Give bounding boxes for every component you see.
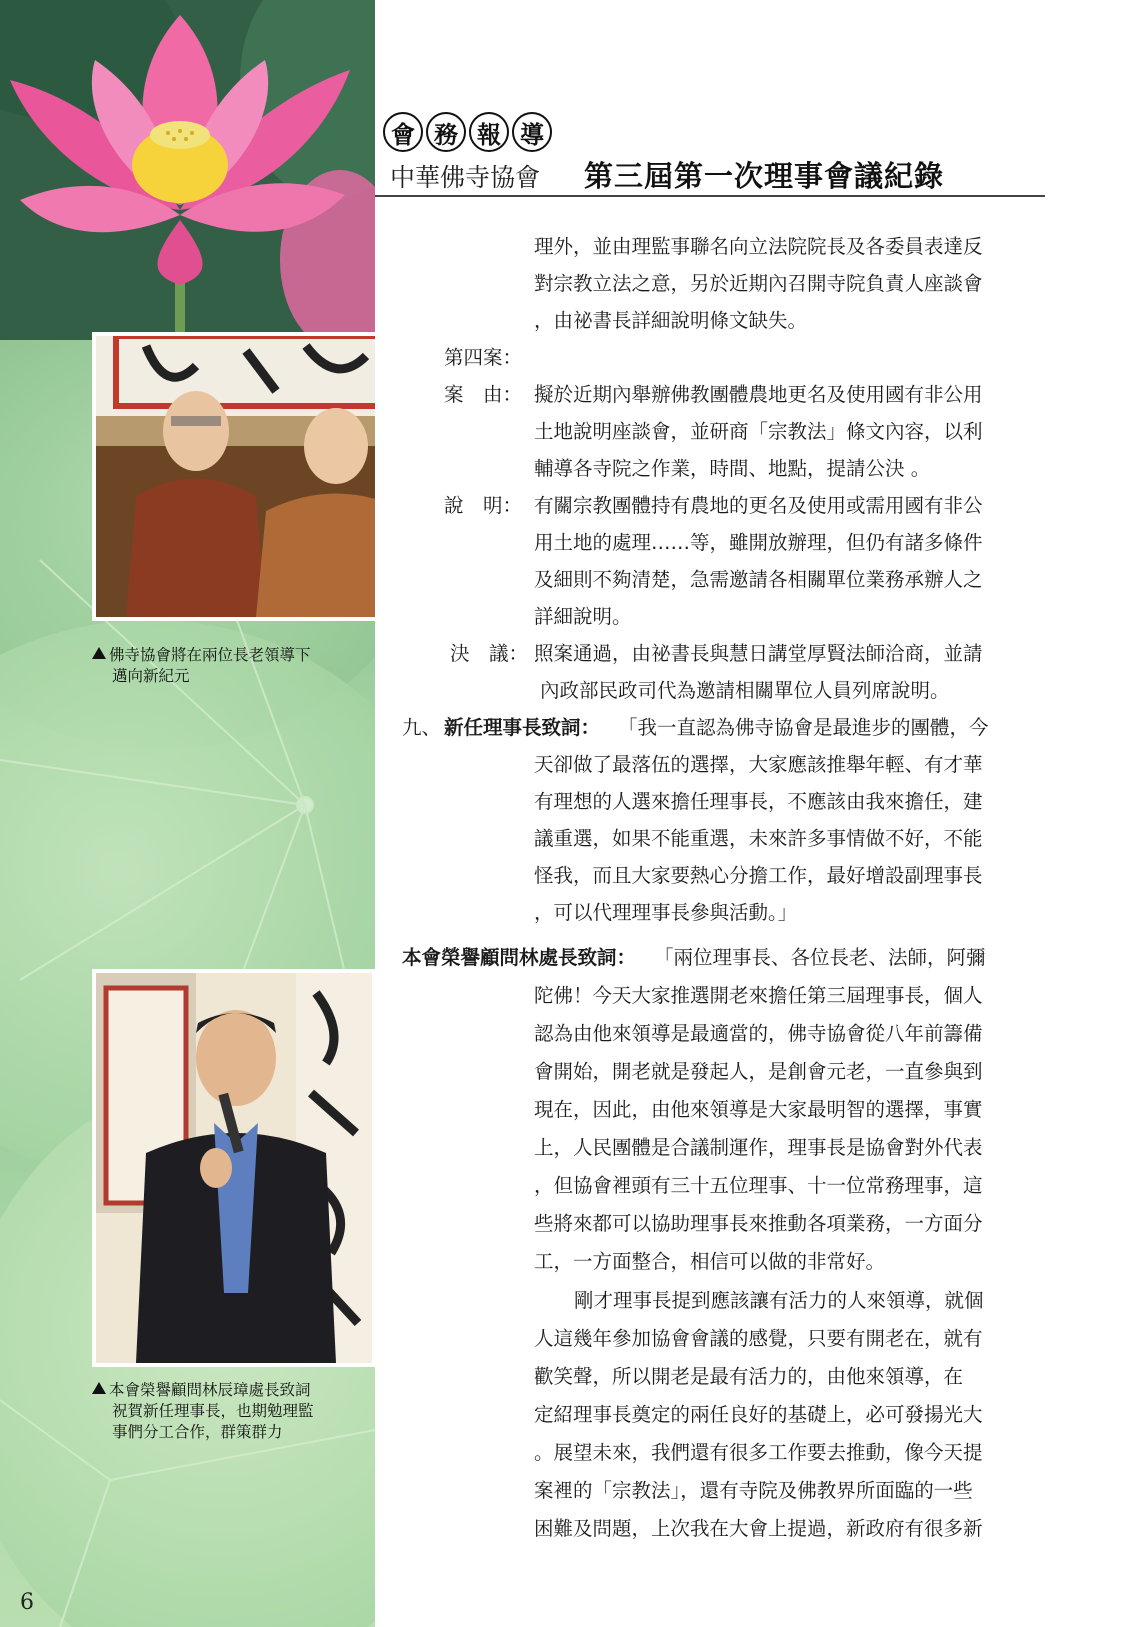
case-heading: 第四案： <box>444 346 523 369</box>
text-line: 「我一直認為佛寺協會是最進步的團體，今 <box>618 716 989 739</box>
text-line: 擬於近期內舉辦佛教團體農地更名及使用國有非公用 <box>534 383 983 406</box>
text-line: 有關宗教團體持有農地的更名及使用或需用國有非公 <box>534 494 983 517</box>
header-divider <box>375 195 1045 197</box>
text-line: ，但協會裡頭有三十五位理事、十一位常務理事，這 <box>534 1174 983 1197</box>
explain-label: 說 明： <box>444 494 523 517</box>
text-line: 定紹理事長奠定的兩任良好的基礎上，必可發揚光大 <box>534 1403 983 1426</box>
caption-line: 事們分工合作，群策群力 <box>112 1423 283 1441</box>
text-line: 剛才理事長提到應該讓有活力的人來領導，就個 <box>574 1289 984 1312</box>
text-line: 歡笑聲，所以開老是最有活力的，由他來領導，在 <box>534 1365 964 1388</box>
text-line: 有理想的人選來擔任理事長，不應該由我來擔任，建 <box>534 790 983 813</box>
section-label: 新任理事長致詞： <box>444 716 601 739</box>
text-line: 土地說明座談會，並研商「宗教法」條文內容，以利 <box>534 420 983 443</box>
text-line: 現在，因此，由他來領導是大家最明智的選擇，事實 <box>534 1098 983 1121</box>
text-line: ，由祕書長詳細說明條文缺失。 <box>534 309 808 332</box>
text-line: 陀佛！今天大家推選開老來擔任第三屆理事長，個人 <box>534 984 983 1007</box>
page-title: 第三屆第一次理事會議紀錄 <box>584 159 945 193</box>
text-line: 案裡的「宗教法」，還有寺院及佛教界所面臨的一些 <box>534 1479 973 1502</box>
text-line: 對宗教立法之意，另於近期內召開寺院負責人座談會 <box>534 272 983 295</box>
advisor-label: 本會榮譽顧問林處長致詞： <box>402 946 637 969</box>
text-line: 工，一方面整合，相信可以做的非常好。 <box>534 1250 886 1273</box>
text-line: 人這幾年參加協會會議的感覺，只要有開老在，就有 <box>534 1327 983 1350</box>
section-badge: 報 <box>469 112 509 152</box>
text-line: 詳細說明。 <box>534 605 632 628</box>
text-line: 怪我，而且大家要熱心分擔工作，最好增設副理事長 <box>534 864 983 887</box>
text-line: 上，人民團體是合議制運作，理事長是協會對外代表 <box>534 1136 983 1159</box>
text-line: 議重選，如果不能重選，未來許多事情做不好，不能 <box>534 827 983 850</box>
lotus-flower-illustration <box>0 0 375 340</box>
lotus-background-panel <box>0 0 375 1627</box>
text-line: 「兩位理事長、各位長老、法師，阿彌 <box>654 946 986 969</box>
triangle-icon <box>92 1382 106 1394</box>
photo1-caption <box>92 645 362 687</box>
photo-advisor-speech <box>92 969 375 1367</box>
text-line: ，可以代理理事長參與活動。」 <box>534 901 798 924</box>
triangle-icon <box>92 647 106 659</box>
text-line: 些將來都可以協助理事長來推動各項業務，一方面分 <box>534 1212 983 1235</box>
section-badges <box>383 112 552 152</box>
text-line: 照案通過，由祕書長與慧日講堂厚賢法師洽商，並請 <box>534 642 983 665</box>
section-badge: 會 <box>383 112 423 152</box>
section-badge: 導 <box>512 112 552 152</box>
text-line: 輔導各寺院之作業，時間、地點，提請公決 。 <box>534 457 931 480</box>
text-line: 。展望未來，我們還有很多工作要去推動，像今天提 <box>534 1441 983 1464</box>
photo2-caption <box>92 1380 362 1443</box>
text-line: 會開始，開老就是發起人，是創會元老，一直參與到 <box>534 1060 983 1083</box>
text-line: 理外，並由理監事聯名向立法院院長及各委員表達反 <box>534 235 983 258</box>
text-line: 天卻做了最落伍的選擇，大家應該推舉年輕、有才華 <box>534 753 983 776</box>
section-badge: 務 <box>426 112 466 152</box>
section-number: 九、 <box>402 716 442 739</box>
text-line: 用土地的處理……等，雖開放辦理，但仍有諸多條件 <box>534 531 983 554</box>
resolution-label: 決 議： <box>450 642 529 665</box>
text-line: 困難及問題，上次我在大會上提過，新政府有很多新 <box>534 1517 983 1540</box>
caption-line: 邁向新紀元 <box>112 667 190 685</box>
caption-line: 祝賀新任理事長，也期勉理監 <box>112 1402 314 1420</box>
reason-label: 案 由： <box>444 383 523 406</box>
caption-line: 佛寺協會將在兩位長老領導下 <box>109 646 311 664</box>
text-line: 及細則不夠清楚，急需邀請各相關單位業務承辦人之 <box>534 568 983 591</box>
text-line: 內政部民政司代為邀請相關單位人員列席說明。 <box>540 679 950 702</box>
header-organization: 中華佛寺協會 <box>390 163 541 192</box>
photo-two-elders <box>92 332 375 621</box>
text-line: 認為由他來領導是最適當的，佛寺協會從八年前籌備 <box>534 1022 983 1045</box>
page-number: 6 <box>20 1590 34 1615</box>
caption-line: 本會榮譽顧問林辰璋處長致詞 <box>109 1381 311 1399</box>
